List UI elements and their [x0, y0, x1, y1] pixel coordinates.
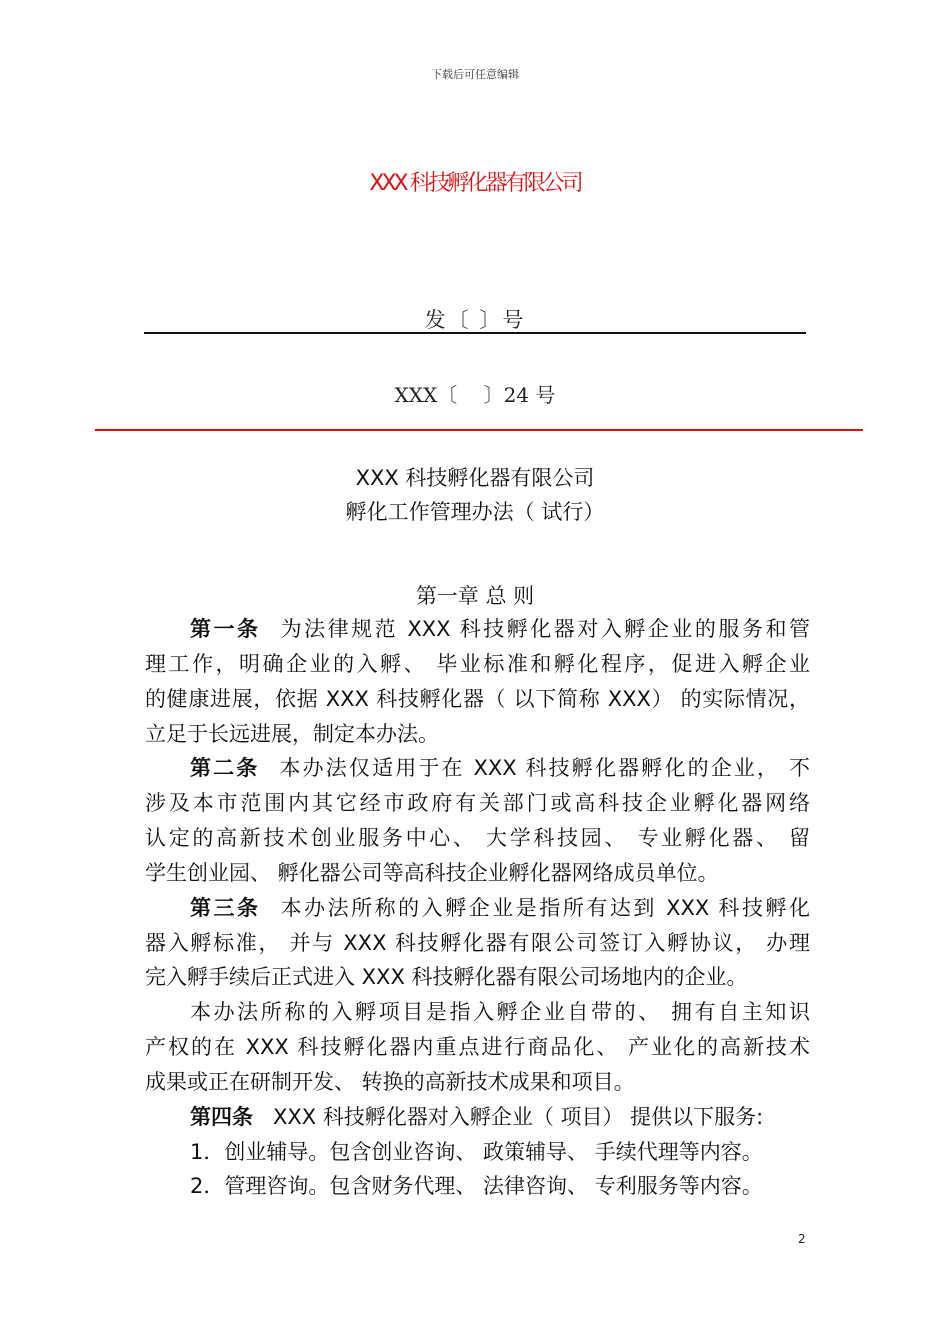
- org-name-red-header: XXX 科技孵化器有限公司: [369, 171, 581, 196]
- article-1-line-1: [190, 614, 810, 644]
- black-divider: [144, 332, 806, 334]
- article-2-line-1: [190, 753, 810, 783]
- issuance-label: 发〔 〕号: [424, 308, 526, 332]
- article-4-label: 第四条: [190, 1105, 253, 1129]
- article-3-text: 本办法所称的入孵企业是指所有达到 XXX 科技孵化: [280, 896, 810, 920]
- chapter-heading: 第一章 总 则: [415, 584, 535, 608]
- project-para-line-2: 产权的在 XXX 科技孵化器内重点进行商品化、 产业化的高新技术: [145, 1035, 810, 1059]
- service-item-1: 1．创业辅导。包含创业咨询、 政策辅导、 手续代理等内容。: [190, 1140, 763, 1164]
- article-1-line-4: 立足于长远进展，制定本办法。: [145, 722, 439, 746]
- article-2-line-2: 涉及本市范围内其它经市政府有关部门或高科技企业孵化器网络: [145, 791, 810, 815]
- doc-title-line-2: 孵化工作管理办法（ 试行）: [345, 500, 605, 524]
- article-3-label: 第三条: [190, 896, 261, 920]
- article-3-line-2: 器入孵标准， 并与 XXX 科技孵化器有限公司签订入孵协议， 办理: [145, 931, 810, 955]
- document-number: XXX〔 〕24 号: [394, 383, 556, 407]
- article-2-text: 本办法仅适用于在 XXX 科技孵化器孵化的企业， 不: [279, 756, 811, 780]
- service-item-2: 2．管理咨询。包含财务代理、 法律咨询、 专利服务等内容。: [190, 1174, 763, 1198]
- page-number: 2: [798, 1232, 806, 1246]
- header-note: 下载后可任意编辑: [431, 68, 519, 81]
- doc-title-line-1: XXX 科技孵化器有限公司: [355, 466, 595, 490]
- article-4-text: XXX 科技孵化器对入孵企业（ 项目） 提供以下服务:: [273, 1105, 764, 1129]
- article-1-line-2: 理工作，明确企业的入孵、 毕业标准和孵化程序，促进入孵企业: [145, 652, 810, 676]
- project-para-line-3: 成果或正在研制开发、 转换的高新技术成果和项目。: [145, 1070, 635, 1094]
- article-1-label: 第一条: [190, 617, 261, 641]
- red-divider: [95, 429, 863, 431]
- article-4-line-1: [190, 1102, 810, 1132]
- article-3-line-3: 完入孵手续后正式进入 XXX 科技孵化器有限公司场地内的企业。: [145, 965, 748, 989]
- article-1-line-3: 的健康进展，依据 XXX 科技孵化器（ 以下简称 XXX） 的实际情况，: [145, 687, 810, 711]
- article-3-line-1: [190, 893, 810, 923]
- article-1-text: 为法律规范 XXX 科技孵化器对入孵企业的服务和管: [280, 617, 810, 641]
- project-para-line-1: 本办法所称的入孵项目是指入孵企业自带的、 拥有自主知识: [190, 1000, 810, 1024]
- article-2-line-3: 认定的高新技术创业服务中心、 大学科技园、 专业孵化器、 留: [145, 826, 810, 850]
- article-2-line-4: 学生创业园、 孵化器公司等高科技企业孵化器网络成员单位。: [145, 861, 719, 885]
- article-2-label: 第二条: [190, 756, 260, 780]
